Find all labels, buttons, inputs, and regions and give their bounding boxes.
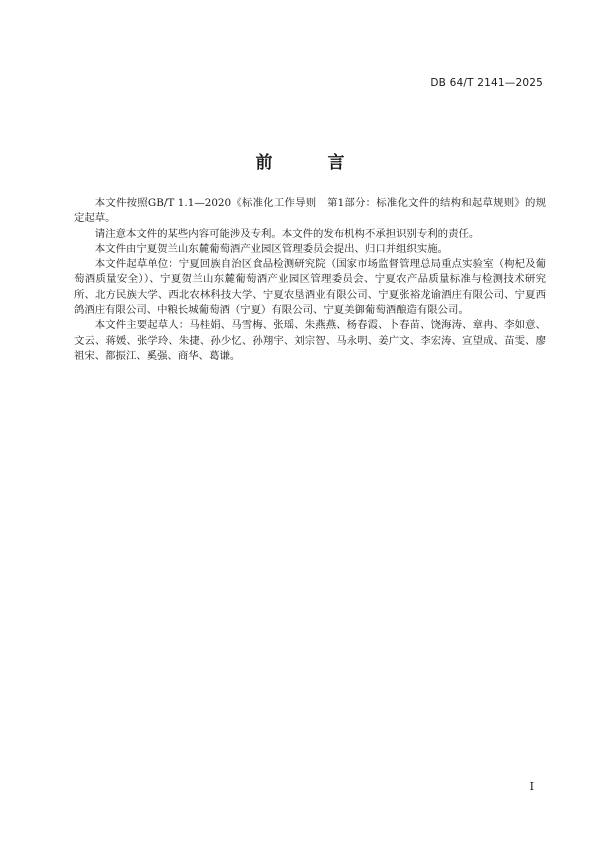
paragraph-drafters: 本文件主要起草人：马桂娟、马雪梅、张瑶、朱燕燕、杨春霞、卜春苗、饶海涛、章冉、李如意、文云、蒋媛、张学玲、朱捷、孙少忆、孙翔宇、刘宗智、马永明、姜广文、李宏涛、宣望成、苗雯、廖祖宋、都振江、奚强、商华、葛谦。 xyxy=(74,319,546,362)
foreword-body xyxy=(74,196,546,364)
paragraph-proposer: 本文件由宁夏贺兰山东麓葡萄酒产业园区管理委员会提出、归口并组织实施。 xyxy=(94,242,449,255)
page-number: I xyxy=(529,780,534,793)
paragraph-drafting-units: 本文件起草单位：宁夏回族自治区食品检测研究院（国家市场监督管理总局重点实验室（枸杞及葡萄酒质量安全））、宁夏贺兰山东麓葡萄酒产业园区管理委员会、宁夏农产品质量标准与检测技术研究所、北方民族大学、西北农林科技大学、宁夏农垦酒业有限公司、宁夏张裕龙谕酒庄有限公司、宁夏西鸽酒庄有限公司、中粮长城葡萄酒（宁夏）有限公司、宁夏美御葡萄酒酿造有限公司。 xyxy=(74,258,546,317)
paragraph-drafting-rules: 本文件按照GB/T 1.1—2020《标准化工作导则 第1部分：标准化文件的结构和起草规则》的规定起草。 xyxy=(74,197,546,225)
page-title: 前 言 xyxy=(255,153,364,173)
standard-code: DB 64/T 2141—2025 xyxy=(430,77,543,89)
paragraph-patent-notice: 请注意本文件的某些内容可能涉及专利。本文件的发布机构不承担识别专利的责任。 xyxy=(94,227,480,240)
